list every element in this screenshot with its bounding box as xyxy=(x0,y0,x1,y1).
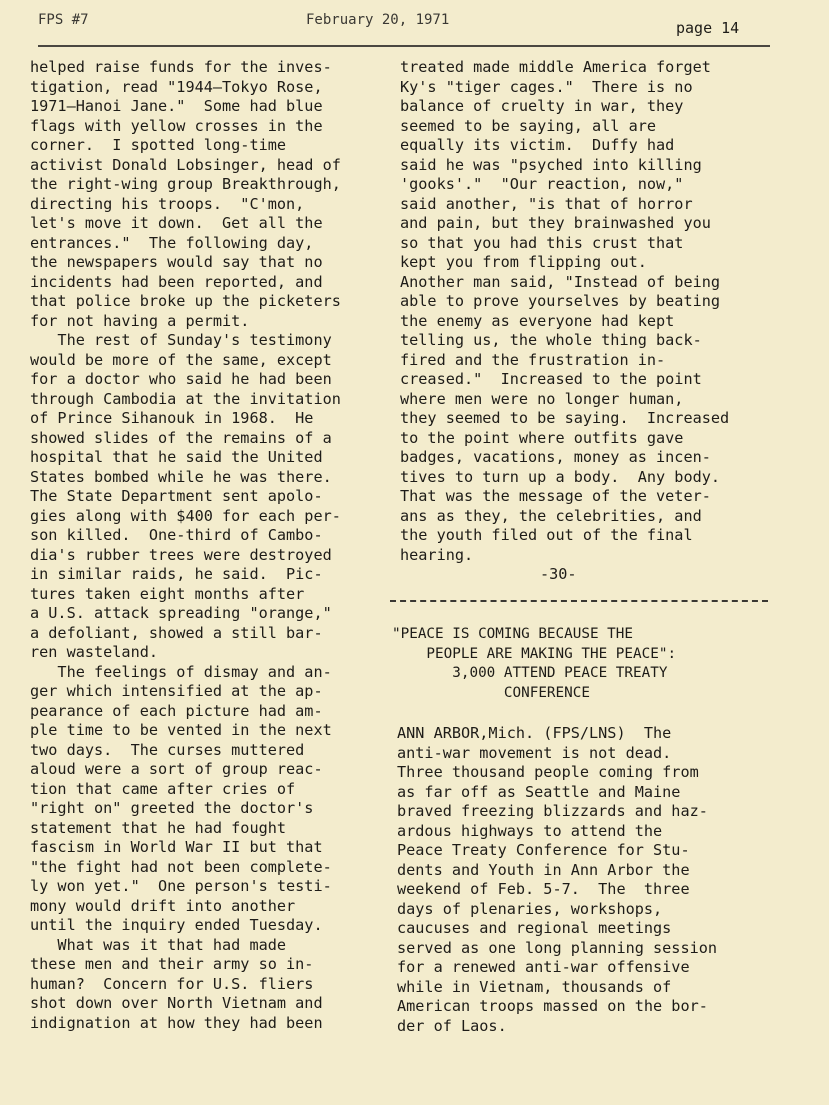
text-line: ger which intensified at the ap- xyxy=(30,682,323,700)
text-line: the youth filed out of the final xyxy=(400,526,693,544)
text-line: said he was "psyched into killing xyxy=(400,155,702,174)
text-line: seemed to be saying, all are xyxy=(400,116,657,135)
text-line: dents and Youth in Ann Arbor the xyxy=(397,860,690,879)
issue-date: February 20, 1971 xyxy=(306,12,450,28)
text-line: American troops massed on the bor- xyxy=(397,997,708,1015)
headline-line: 3,000 ATTEND PEACE TREATY xyxy=(392,665,668,681)
text-line: aloud were a sort of group reac- xyxy=(30,760,323,778)
text-line: badges, vacations, money as incen- xyxy=(400,448,711,466)
text-line: That was the message of the veter- xyxy=(400,487,711,505)
text-line: The feelings of dismay and an- xyxy=(30,662,332,681)
headline-line: PEOPLE ARE MAKING THE PEACE": xyxy=(392,645,677,662)
text-line: dia's rubber trees were destroyed xyxy=(30,545,332,564)
text-line: these men and their army so in- xyxy=(30,955,314,973)
text-line: tion that came after cries of xyxy=(30,779,296,798)
text-line: the enemy as everyone had kept xyxy=(400,311,675,330)
text-line: tives to turn up a body. Any body. xyxy=(400,467,721,486)
text-line: ans as they, the celebrities, and xyxy=(400,506,702,525)
left-column xyxy=(30,58,386,1033)
text-line: treated made middle America forget xyxy=(400,58,711,76)
text-line: two days. The curses muttered xyxy=(30,740,305,759)
headline-line: CONFERENCE xyxy=(392,684,590,701)
headline-line: "PEACE IS COMING BECAUSE THE xyxy=(392,626,634,642)
text-line: days of plenaries, workshops, xyxy=(397,899,663,918)
header-rule xyxy=(38,45,770,47)
text-line: as far off as Seattle and Maine xyxy=(397,782,681,801)
text-line: equally its victim. Duffy had xyxy=(400,136,675,154)
text-line: ANN ARBOR,Mich. (FPS/LNS) The xyxy=(397,724,672,742)
text-line: What was it that had made xyxy=(30,935,287,954)
text-line: tures taken eight months after xyxy=(30,584,305,603)
text-line: so that you had this crust that xyxy=(400,233,684,252)
text-line: "the fight had not been complete- xyxy=(30,857,332,876)
text-line: flags with yellow crosses in the xyxy=(30,116,323,135)
article-headline xyxy=(392,625,762,703)
text-line: activist Donald Lobsinger, head of xyxy=(30,155,341,174)
issue-label: FPS #7 xyxy=(38,12,89,28)
text-line: to the point where outfits gave xyxy=(400,428,684,447)
text-line: that police broke up the picketers xyxy=(30,292,341,310)
text-line: for a renewed anti-war offensive xyxy=(397,958,690,976)
text-line: statement that he had fought xyxy=(30,818,287,837)
text-line: served as one long planning session xyxy=(397,938,718,957)
text-line: until the inquiry ended Tuesday. xyxy=(30,916,323,934)
text-line: said another, "is that of horror xyxy=(400,194,693,213)
text-line: mony would drift into another xyxy=(30,896,296,915)
text-line: States bombed while he was there. xyxy=(30,467,332,486)
right-column xyxy=(400,58,772,585)
text-line: creased." Increased to the point xyxy=(400,370,702,388)
text-line: der of Laos. xyxy=(397,1016,507,1035)
text-line: the newspapers would say that no xyxy=(30,253,323,271)
article-body xyxy=(397,724,769,1036)
text-line: Peace Treaty Conference for Stu- xyxy=(397,841,690,859)
text-line: helped raise funds for the inves- xyxy=(30,58,332,76)
text-line: hospital that he said the United xyxy=(30,448,323,466)
text-line: showed slides of the remains of a xyxy=(30,428,332,447)
text-line: and pain, but they brainwashed you xyxy=(400,214,711,232)
text-line: fascism in World War II but that xyxy=(30,838,323,856)
text-line: they seemed to be saying. Increased xyxy=(400,409,730,427)
text-line: the right-wing group Breakthrough, xyxy=(30,175,341,193)
text-line: Another man said, "Instead of being xyxy=(400,272,721,291)
text-line: The State Department sent apolo- xyxy=(30,487,323,505)
text-line: corner. I spotted long-time xyxy=(30,136,287,154)
text-line: ple time to be vented in the next xyxy=(30,721,332,739)
text-line: pearance of each picture had am- xyxy=(30,701,323,720)
text-line: for not having a permit. xyxy=(30,311,250,330)
text-line: braved freezing blizzards and haz- xyxy=(397,802,708,820)
article-divider xyxy=(390,600,768,602)
text-line: let's move it down. Get all the xyxy=(30,214,323,232)
text-line: human? Concern for U.S. fliers xyxy=(30,974,314,993)
text-line: able to prove yourselves by beating xyxy=(400,292,721,310)
text-line: 'gooks'." "Our reaction, now," xyxy=(400,175,684,193)
text-line: telling us, the whole thing back- xyxy=(400,331,702,349)
text-line: tigation, read "1944—Tokyo Rose, xyxy=(30,77,323,96)
text-line: 1971—Hanoi Jane." Some had blue xyxy=(30,97,323,115)
text-line: of Prince Sihanouk in 1968. He xyxy=(30,409,314,427)
text-line: a U.S. attack spreading "orange," xyxy=(30,604,332,622)
text-line: balance of cruelty in war, they xyxy=(400,97,684,115)
page-number: page 14 xyxy=(676,19,740,37)
text-line: gies along with $400 for each per- xyxy=(30,506,341,525)
text-line: anti-war movement is not dead. xyxy=(397,743,672,762)
text-line: ardous highways to attend the xyxy=(397,821,663,840)
text-line: directing his troops. "C'mon, xyxy=(30,194,305,213)
text-line: ren wasteland. xyxy=(30,643,159,661)
text-line: Three thousand people coming from xyxy=(397,763,699,781)
text-line: kept you from flipping out. xyxy=(400,253,647,271)
text-line: for a doctor who said he had been xyxy=(30,370,332,388)
text-line: in similar raids, he said. Pic- xyxy=(30,565,323,583)
text-line: caucuses and regional meetings xyxy=(397,919,672,937)
text-line: where men were no longer human, xyxy=(400,389,684,408)
text-line: Ky's "tiger cages." There is no xyxy=(400,77,693,96)
text-line: hearing. xyxy=(400,545,474,564)
text-line: son killed. One-third of Cambo- xyxy=(30,526,323,544)
text-line: entrances." The following day, xyxy=(30,233,314,252)
text-line: weekend of Feb. 5-7. The three xyxy=(397,880,690,898)
text-line: indignation at how they had been xyxy=(30,1013,323,1032)
text-line: ly won yet." One person's testi- xyxy=(30,877,332,895)
text-line: while in Vietnam, thousands of xyxy=(397,977,672,996)
text-line: "right on" greeted the doctor's xyxy=(30,799,314,817)
text-line: The rest of Sunday's testimony xyxy=(30,331,332,349)
text-line: incidents had been reported, and xyxy=(30,272,323,291)
text-line: through Cambodia at the invitation xyxy=(30,389,341,408)
text-line: shot down over North Vietnam and xyxy=(30,994,323,1012)
text-line: would be more of the same, except xyxy=(30,350,332,369)
end-mark: -30- xyxy=(540,565,577,583)
text-line: a defoliant, showed a still bar- xyxy=(30,623,323,642)
text-line: fired and the frustration in- xyxy=(400,350,666,369)
